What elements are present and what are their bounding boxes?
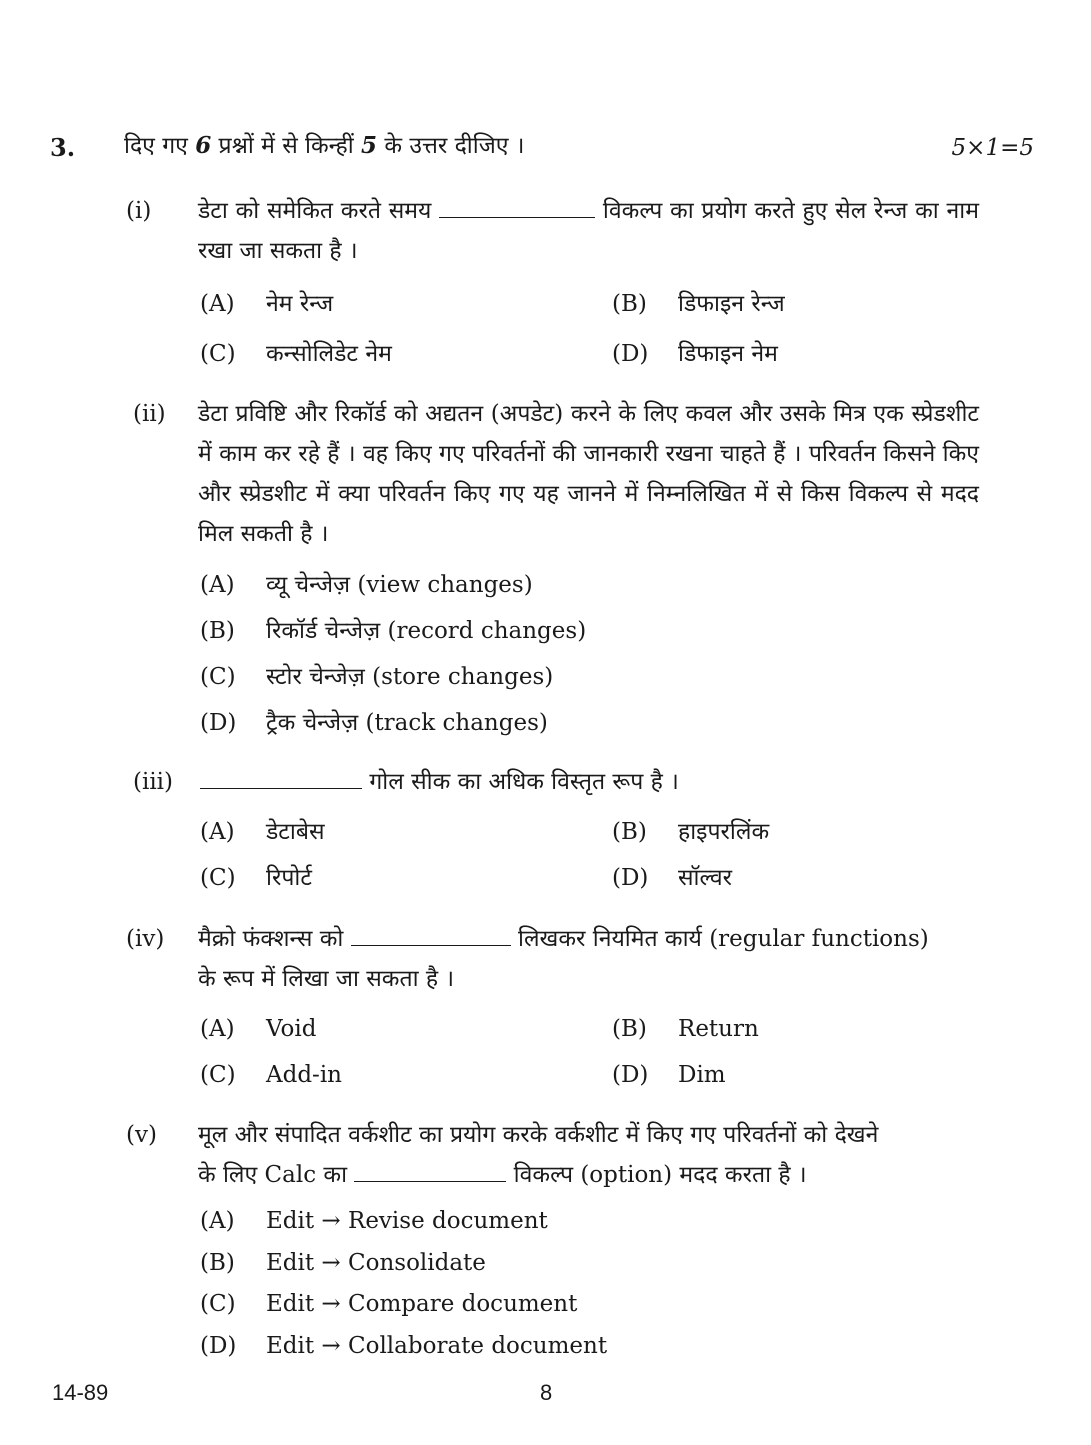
option: (D) डिफाइन नेम	[612, 341, 778, 367]
option: (C) रिपोर्ट	[200, 865, 312, 891]
subquestion-stem: गोल सीक का अधिक विस्तृत रूप है ।	[200, 766, 679, 797]
option: (A) नेम रेन्ज	[200, 291, 334, 317]
option: (C) कन्सोलिडेट नेम	[200, 341, 392, 367]
subquestion-stem: डेटा प्रविष्टि और रिकॉर्ड को अद्यतन (अपडेट) करने के लिए कवल और उसके मित्र एक स्प्रेडशीट में काम कर रहे हैं । वह किए गए परिवर्तनों की जानकारी रखना चाहते हैं । परिवर्तन किसने किए और स्प्रेडशीट में क्या परिवर्तन किए गए यह जानने में निम्नलिखित में से किस विकल्प से मदद मिल सकती है ।	[198, 401, 979, 547]
subquestion-label: (i)	[126, 198, 152, 224]
option: (D) ट्रैक चेन्जेज़ (track changes)	[200, 710, 548, 736]
paper-code: 14-89	[52, 1380, 109, 1405]
question-number: 3.	[50, 133, 76, 162]
answer-blank	[200, 766, 362, 789]
subquestion-label: (iv)	[126, 926, 165, 952]
option: (A) Void	[200, 1016, 317, 1042]
option: (D) सॉल्वर	[612, 865, 733, 891]
answer-blank	[351, 923, 511, 946]
answer-blank	[439, 195, 595, 218]
option: (B) डिफाइन रेन्ज	[612, 291, 785, 317]
option: (D) Edit → Collaborate document	[200, 1333, 608, 1359]
option: (C) स्टोर चेन्जेज़ (store changes)	[200, 664, 554, 690]
option: (C) Add-in	[200, 1062, 342, 1088]
option: (B) Edit → Consolidate	[200, 1250, 486, 1276]
subquestion-stem: मैक्रो फंक्शन्स को लिखकर नियमित कार्य (regular functions) के रूप में लिखा जा सकता है ।	[198, 919, 979, 999]
subquestion-label: (ii)	[133, 401, 166, 427]
option: (A) डेटाबेस	[200, 819, 325, 845]
subquestion-label: (iii)	[133, 769, 174, 795]
subquestion-stem: डेटा को समेकित करते समय विकल्प का प्रयोग करते हुए सेल रेन्ज का नाम रखा जा सकता है ।	[198, 191, 979, 271]
option: (C) Edit → Compare document	[200, 1291, 578, 1317]
subquestion-stem: मूल और संपादित वर्कशीट का प्रयोग करके वर्कशीट में किए गए परिवर्तनों को देखने के लिए Calc का विकल्प (option) मदद करता है ।	[198, 1122, 879, 1188]
option: (A) Edit → Revise document	[200, 1208, 548, 1234]
option: (D) Dim	[612, 1062, 726, 1088]
marks-allocation: 5×1=5	[951, 135, 1034, 161]
option: (B) Return	[612, 1016, 759, 1042]
option: (B) हाइपरलिंक	[612, 819, 770, 845]
answer-blank	[354, 1159, 506, 1182]
subquestion-label: (v)	[126, 1122, 157, 1148]
option: (B) रिकॉर्ड चेन्जेज़ (record changes)	[200, 618, 587, 644]
page-number: 8	[540, 1380, 553, 1405]
question-instruction: दिए गए 6 प्रश्नों में से किन्हीं 5 के उत्तर दीजिए ।	[124, 132, 525, 159]
option: (A) व्यू चेन्जेज़ (view changes)	[200, 572, 533, 598]
